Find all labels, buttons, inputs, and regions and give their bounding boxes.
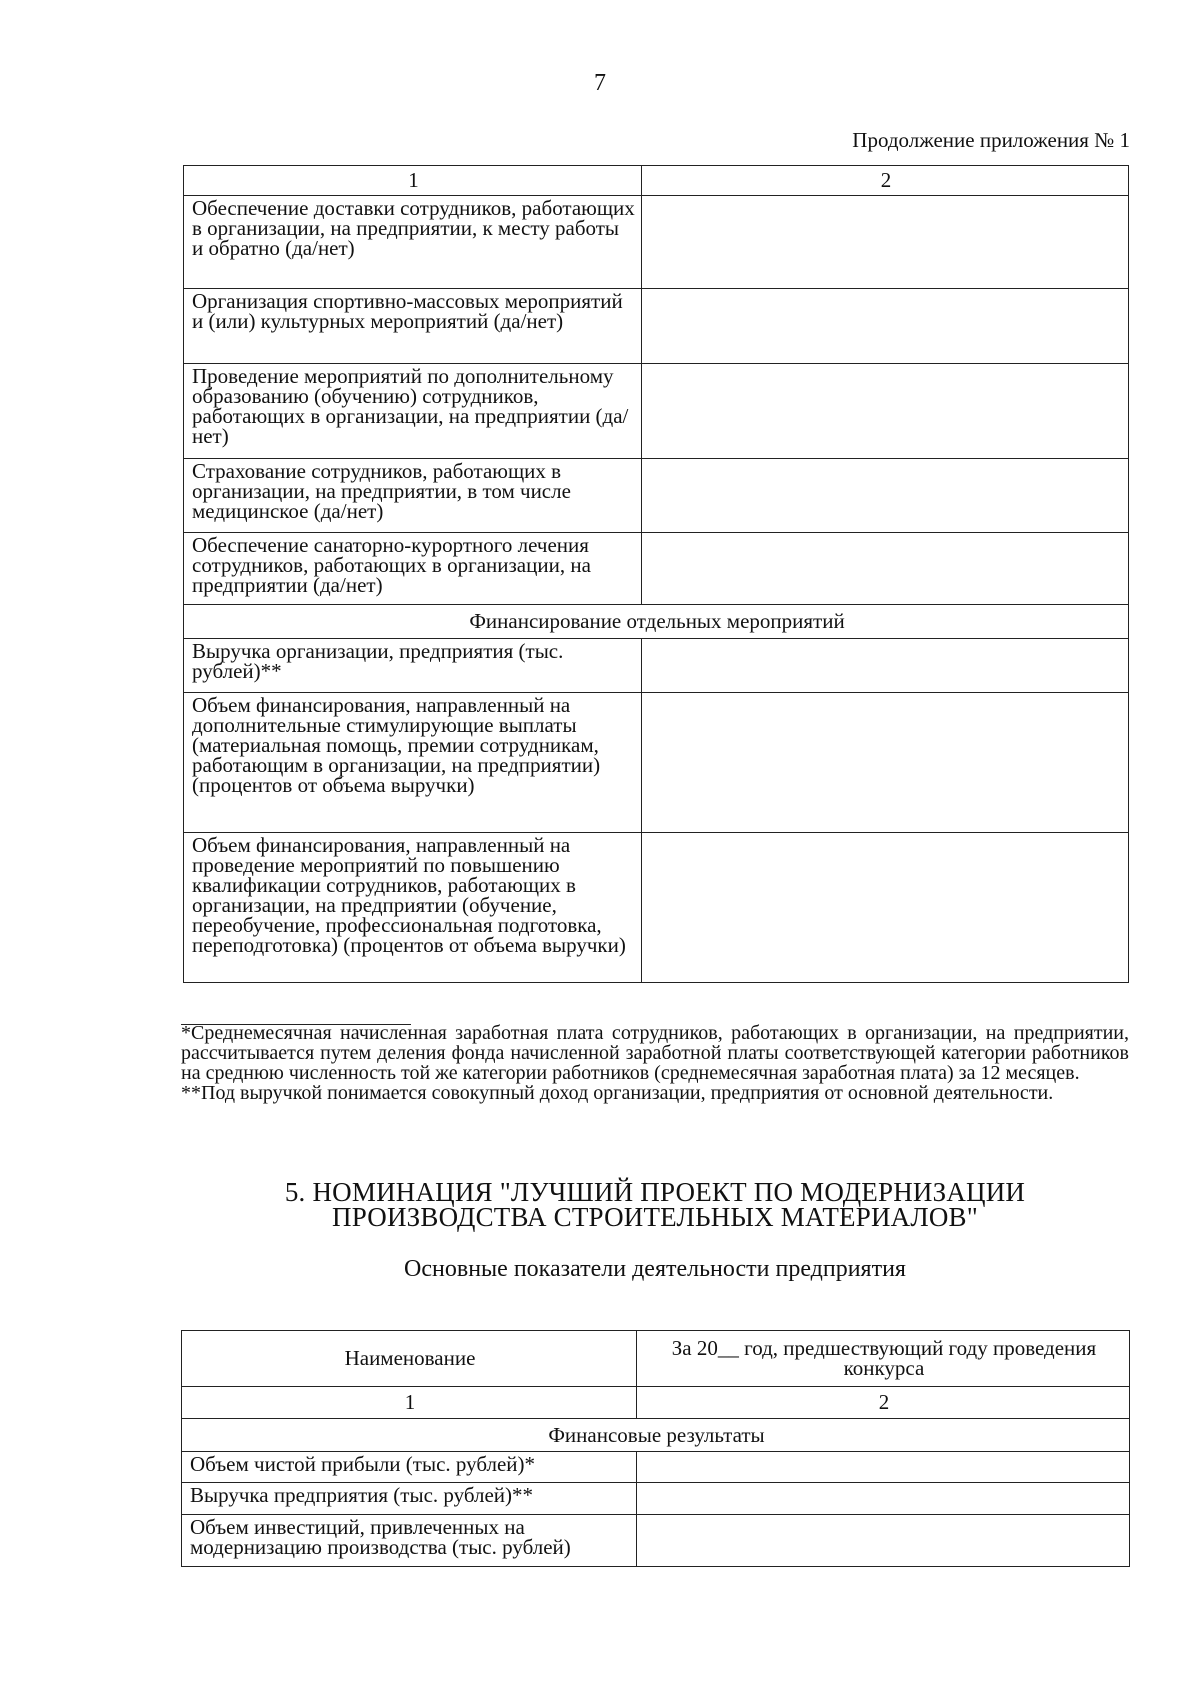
column-number-2: 2 xyxy=(637,1387,1130,1419)
value-cell[interactable] xyxy=(642,196,1129,289)
value-cell[interactable] xyxy=(637,1452,1130,1483)
row-label: Выручка организации, предприятия (тыс. рублей)** xyxy=(184,639,642,693)
table-row xyxy=(184,196,1129,289)
table-row xyxy=(184,289,1129,364)
section-financing: Финансирование отдельных мероприятий xyxy=(184,605,1129,639)
section-title: 5. НОМИНАЦИЯ "ЛУЧШИЙ ПРОЕКТ ПО МОДЕРНИЗАЦИИ ПРОИЗВОДСТВА СТРОИТЕЛЬНЫХ МАТЕРИАЛОВ" xyxy=(284,1177,1026,1232)
column-numbers-row xyxy=(182,1387,1130,1419)
table-row xyxy=(182,1515,1130,1567)
section-row xyxy=(182,1419,1130,1452)
row-label: Объем финансирования, направленный на проведение мероприятий по повышению квалификации сотрудников, работающих в организации, на предприятии (обучение, переобучение, профессиональная подготовка, переподготовка) (процентов от объема выручки) xyxy=(184,833,642,983)
column-header-name: Наименование xyxy=(182,1331,637,1387)
table-header-row xyxy=(182,1331,1130,1387)
column-number-1: 1 xyxy=(184,166,642,196)
table-row xyxy=(182,1452,1130,1483)
row-label: Обеспечение доставки сотрудников, работающих в организации, на предприятии, к месту работы и обратно (да/нет) xyxy=(184,196,642,289)
row-label: Выручка предприятия (тыс. рублей)** xyxy=(182,1483,637,1515)
value-cell[interactable] xyxy=(642,289,1129,364)
section-row xyxy=(184,605,1129,639)
value-cell[interactable] xyxy=(642,693,1129,833)
section-subtitle: Основные показатели деятельности предприятия xyxy=(404,1256,906,1282)
column-header-year: За 20__ год, предшествующий году проведения конкурса xyxy=(637,1331,1130,1387)
row-label: Страхование сотрудников, работающих в организации, на предприятии, в том числе медицинское (да/нет) xyxy=(184,459,642,533)
footnote-salary: *Среднемесячная начисленная заработная плата сотрудников, работающих в организации, на предприятии, рассчитывается путем деления фонда начисленной заработной платы соответствующей категории работников на среднюю численность той же категории работников (среднемесячная заработная плата) за 12 месяцев. xyxy=(181,1022,1129,1084)
table-row xyxy=(184,833,1129,983)
value-cell[interactable] xyxy=(642,459,1129,533)
row-label: Обеспечение санаторно-курортного лечения сотрудников, работающих в организации, на предприятии (да/нет) xyxy=(184,533,642,605)
row-label: Объем инвестиций, привлеченных на модернизацию производства (тыс. рублей) xyxy=(182,1515,637,1567)
table-row xyxy=(184,693,1129,833)
table-header-row xyxy=(184,166,1129,196)
enterprise-indicators-table xyxy=(181,1330,1130,1567)
footnote-revenue: **Под выручкой понимается совокупный доход организации, предприятия от основной деятельности. xyxy=(181,1082,1054,1104)
value-cell[interactable] xyxy=(642,533,1129,605)
indicators-table xyxy=(183,165,1129,983)
value-cell[interactable] xyxy=(642,364,1129,459)
table-row xyxy=(184,459,1129,533)
value-cell[interactable] xyxy=(637,1515,1130,1567)
value-cell[interactable] xyxy=(637,1483,1130,1515)
row-label: Объем чистой прибыли (тыс. рублей)* xyxy=(182,1452,637,1483)
table-row xyxy=(184,533,1129,605)
table-row xyxy=(184,364,1129,459)
row-label: Объем финансирования, направленный на дополнительные стимулирующие выплаты (материальная помощь, премии сотрудникам, работающим в организации, на предприятии) (процентов от объема выручки) xyxy=(184,693,642,833)
continuation-label: Продолжение приложения № 1 xyxy=(852,128,1130,152)
column-number-2: 2 xyxy=(642,166,1129,196)
row-label: Проведение мероприятий по дополнительному образованию (обучению) сотрудников, работающих в организации, на предприятии (да/нет) xyxy=(184,364,642,459)
section-financial-results: Финансовые результаты xyxy=(182,1419,1130,1452)
column-number-1: 1 xyxy=(182,1387,637,1419)
value-cell[interactable] xyxy=(642,639,1129,693)
row-label: Организация спортивно-массовых мероприятий и (или) культурных мероприятий (да/нет) xyxy=(184,289,642,364)
page-number: 7 xyxy=(594,70,606,96)
table-row xyxy=(184,639,1129,693)
footnotes xyxy=(181,1023,1129,1103)
table-row xyxy=(182,1483,1130,1515)
value-cell[interactable] xyxy=(642,833,1129,983)
